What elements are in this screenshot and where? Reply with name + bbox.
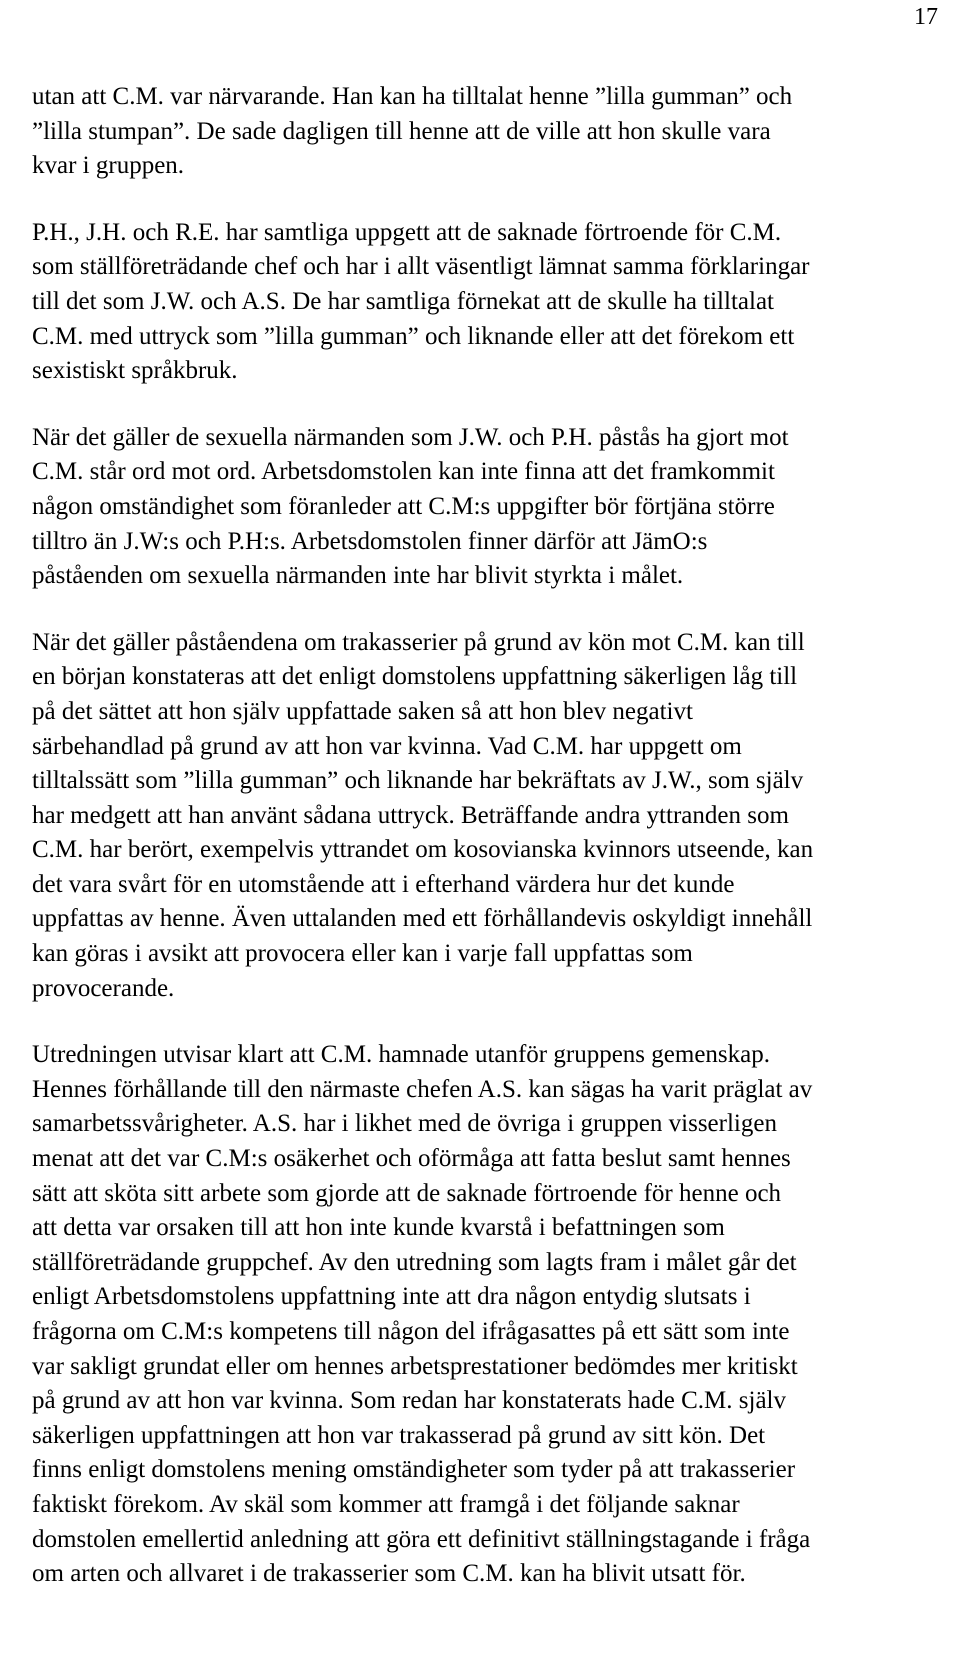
page-number: 17: [914, 4, 938, 30]
paragraph-5: Utredningen utvisar klart att C.M. hamnade utanför gruppens gemenskap. Hennes förhållande till den närmaste chefen A.S. kan sägas ha varit präglat av samarbetssvårigheter. A.S. har i likhet med de övriga i gruppen visserligen menat att det var C.M:s osäkerhet och oförmåga att fatta beslut samt hennes sätt att sköta sitt arbete som gjorde att de saknade förtroende för henne och att detta var orsaken till att hon inte kunde kvarstå i befattningen som ställföreträdande gruppchef. Av den utredning som lagts fram i målet går det enligt Arbetsdomstolens uppfattning inte att dra någon entydig slutsats i frågorna om C.M:s kompetens till någon del ifrågasattes på ett sätt som inte var sakligt grundat eller om hennes arbetsprestationer bedömdes mer kritiskt på grund av att hon var kvinna. Som redan har konstaterats hade C.M. själv säkerligen uppfattningen att hon var trakasserad på grund av sitt kön. Det finns enligt domstolens mening omständigheter som tyder på att trakasserier faktiskt förekom. Av skäl som kommer att framgå i det följande saknar domstolen emellertid anledning att göra ett definitivt ställningstagande i fråga om arten och allvaret i de trakasserier som C.M. kan ha blivit utsatt för.: [32, 1041, 813, 1588]
paragraph-1: utan att C.M. var närvarande. Han kan ha tilltalat henne ”lilla gumman” och ”lilla stumpan”. De sade dagligen till henne att de ville att hon skulle vara kvar i gruppen.: [32, 83, 793, 180]
paragraph-4: När det gäller påståendena om trakasserier på grund av kön mot C.M. kan till en början konstateras att det enligt domstolens uppfattning säkerligen låg till på det sättet att hon själv uppfattade saken så att hon blev negativt särbehandlad på grund av att hon var kvinna. Vad C.M. har uppgett om tilltalssätt som ”lilla gumman” och liknande har bekräftats av J.W., som själv har medgett att han använt sådana uttryck. Beträffande andra yttranden som C.M. har berört, exempelvis yttrandet om kosovianska kvinnors utseende, kan det vara svårt för en utomstående att i efterhand värdera hur det kunde uppfattas av henne. Även uttalanden med ett förhållandevis oskyldigt innehåll kan göras i avsikt att provocera eller kan i varje fall uppfattas som provocerande.: [32, 628, 814, 1002]
document-body: [32, 80, 932, 1624]
paragraph-2: P.H., J.H. och R.E. har samtliga uppgett att de saknade förtroende för C.M. som ställföreträdande chef och har i allt väsentligt lämnat samma förklaringar till det som J.W. och A.S. De har samtliga förnekat att de skulle ha tilltalat C.M. med uttryck som ”lilla gumman” och liknande eller att det förekom ett sexistiskt språkbruk.: [32, 218, 810, 385]
paragraph-3: När det gäller de sexuella närmanden som J.W. och P.H. påstås ha gjort mot C.M. står ord mot ord. Arbetsdomstolen kan inte finna att det framkommit någon omständighet som föranleder att C.M:s uppgifter bör förtjäna större tilltro än J.W:s och P.H:s. Arbetsdomstolen finner därför att JämO:s påståenden om sexuella närmanden inte har blivit styrkta i målet.: [32, 423, 789, 590]
